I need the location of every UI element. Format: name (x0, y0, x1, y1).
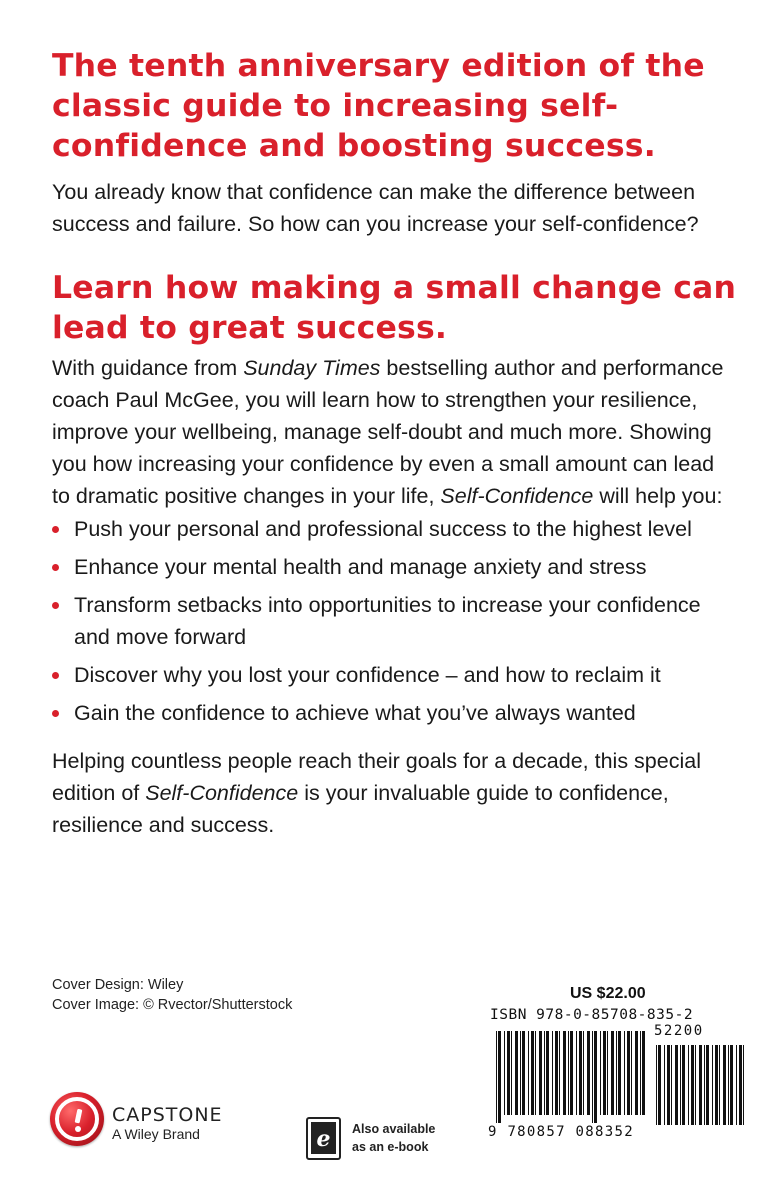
ebook-line-1: Also available (352, 1122, 436, 1136)
book-title: Self-Confidence (145, 781, 299, 805)
barcode-bar (664, 1045, 665, 1125)
publisher-logo (50, 1092, 250, 1152)
barcode-bar (520, 1031, 521, 1115)
barcode-bar (594, 1031, 597, 1123)
barcode-bar (504, 1031, 505, 1115)
barcode-bar (682, 1045, 685, 1125)
price: US $22.00 (570, 985, 646, 1002)
barcode-bar (675, 1045, 678, 1125)
barcode-bar (704, 1045, 705, 1125)
barcode-bar (576, 1031, 577, 1115)
barcode-bar (583, 1031, 584, 1115)
bullet-dot-icon (52, 564, 59, 571)
isbn: ISBN 978-0-85708-835-2 (490, 1007, 694, 1023)
barcode (488, 985, 748, 1145)
list-item-text: Enhance your mental health and manage anxiety and stress (74, 555, 647, 579)
barcode-bar (730, 1045, 733, 1125)
barcode-bar (699, 1045, 702, 1125)
ebook-availability (306, 1117, 476, 1163)
intro-paragraph: You already know that confidence can make the difference between success and failure. So how can you increase your self-confidence? (52, 180, 699, 236)
barcode-bar (635, 1031, 638, 1115)
barcode-bar (515, 1031, 518, 1115)
barcode-bar (618, 1031, 621, 1115)
barcode-bar (640, 1031, 641, 1115)
barcode-bar (607, 1031, 608, 1115)
list-item-text: Push your personal and professional success to the highest level (74, 517, 692, 541)
barcode-bar (627, 1031, 630, 1115)
barcode-bar (739, 1045, 742, 1125)
barcode-bar (587, 1031, 590, 1115)
barcode-bar (691, 1045, 694, 1125)
barcode-bar (600, 1031, 601, 1115)
barcode-bar (723, 1045, 726, 1125)
barcode-bar (712, 1045, 713, 1125)
barcode-bar (671, 1045, 672, 1125)
barcode-bar (552, 1031, 553, 1115)
subheadline: Learn how making a small change can lead to great success. (52, 270, 737, 346)
barcode-bar (555, 1031, 558, 1115)
ebook-label (352, 1120, 435, 1156)
barcode-bar (522, 1031, 525, 1115)
cover-image-credit: Cover Image: © Rvector/Shutterstock (52, 997, 293, 1013)
barcode-bar (563, 1031, 566, 1115)
list-item (52, 697, 732, 729)
list-item-text: Transform setbacks into opportunities to increase your confidence and move forward (74, 593, 701, 649)
bullet-dot-icon (52, 710, 59, 717)
barcode-bar (624, 1031, 625, 1115)
publisher-brand: A Wiley Brand (112, 1126, 200, 1142)
bullet-dot-icon (52, 526, 59, 533)
ean-digits: 9 780857 088352 (488, 1124, 634, 1140)
description-paragraph (52, 352, 732, 512)
barcode-bar (719, 1045, 720, 1125)
list-item (52, 513, 732, 545)
barcode-bar (539, 1031, 542, 1115)
barcode-bar (544, 1031, 545, 1115)
barcode-bar (546, 1031, 549, 1115)
description-text-3: will help you: (593, 484, 723, 508)
barcode-bar (568, 1031, 569, 1115)
description-text-2: bestselling author and performance coach Paul McGee, you will learn how to strengthen your resilience, improve your wellbeing, manage self-doubt and much more. Showing you how increasing your confidence by even a small amount can lead to dramatic positive changes in your life, (52, 356, 724, 508)
list-item (52, 551, 732, 583)
cover-credits (52, 975, 292, 1015)
barcode-bar (496, 1031, 497, 1123)
closing-text-2: is your invaluable guide to confidence, resilience and success. (52, 781, 669, 837)
barcode-bar (688, 1045, 689, 1125)
barcode-bar (559, 1031, 560, 1115)
capstone-logo-icon (50, 1092, 104, 1146)
barcode-bar (603, 1031, 606, 1115)
barcode-bar (680, 1045, 681, 1125)
closing-text-1: Helping countless people reach their goals for a decade, this special edition of (52, 749, 701, 805)
cover-design-credit: Cover Design: Wiley (52, 977, 184, 993)
barcode-bar (743, 1045, 744, 1125)
description-text-1: With guidance from (52, 356, 244, 380)
barcode-bar (642, 1031, 645, 1115)
list-item-text: Gain the confidence to achieve what you’ve always wanted (74, 701, 636, 725)
barcode-bar (728, 1045, 729, 1125)
svg-text:e: e (316, 1126, 331, 1152)
list-item (52, 659, 732, 691)
barcode-bar (570, 1031, 573, 1115)
barcode-bar (715, 1045, 718, 1125)
barcode-bar (695, 1045, 696, 1125)
barcode-bar (498, 1031, 501, 1123)
barcode-bar (631, 1031, 632, 1115)
publisher-name: CAPSTONE (112, 1104, 223, 1126)
barcode-bar (667, 1045, 670, 1125)
barcode-bar (616, 1031, 617, 1115)
list-item (52, 589, 732, 653)
barcode-bar (736, 1045, 737, 1125)
benefits-list (52, 513, 732, 735)
book-title: Self-Confidence (440, 484, 594, 508)
barcode-bar (507, 1031, 510, 1115)
barcode-bar (528, 1031, 529, 1115)
bullet-dot-icon (52, 602, 59, 609)
closing-paragraph (52, 745, 732, 841)
barcode-bar (706, 1045, 709, 1125)
ebook-line-2: as an e-book (352, 1140, 429, 1154)
barcode-bar (658, 1045, 661, 1125)
barcode-bar (611, 1031, 614, 1115)
addon-digits: 52200 (654, 1023, 704, 1039)
barcode-bar (656, 1045, 657, 1125)
headline: The tenth anniversary edition of the classic guide to increasing self-confidence and boosting success. (52, 48, 705, 164)
barcode-bar (531, 1031, 534, 1115)
ebook-icon (306, 1117, 342, 1166)
list-item-text: Discover why you lost your confidence – and how to reclaim it (74, 663, 661, 687)
barcode-block (488, 985, 748, 1145)
barcode-bar (579, 1031, 582, 1115)
newspaper-title: Sunday Times (243, 356, 381, 380)
barcode-bar (511, 1031, 512, 1115)
bullet-dot-icon (52, 672, 59, 679)
barcode-bar (592, 1031, 593, 1123)
barcode-bar (535, 1031, 536, 1115)
